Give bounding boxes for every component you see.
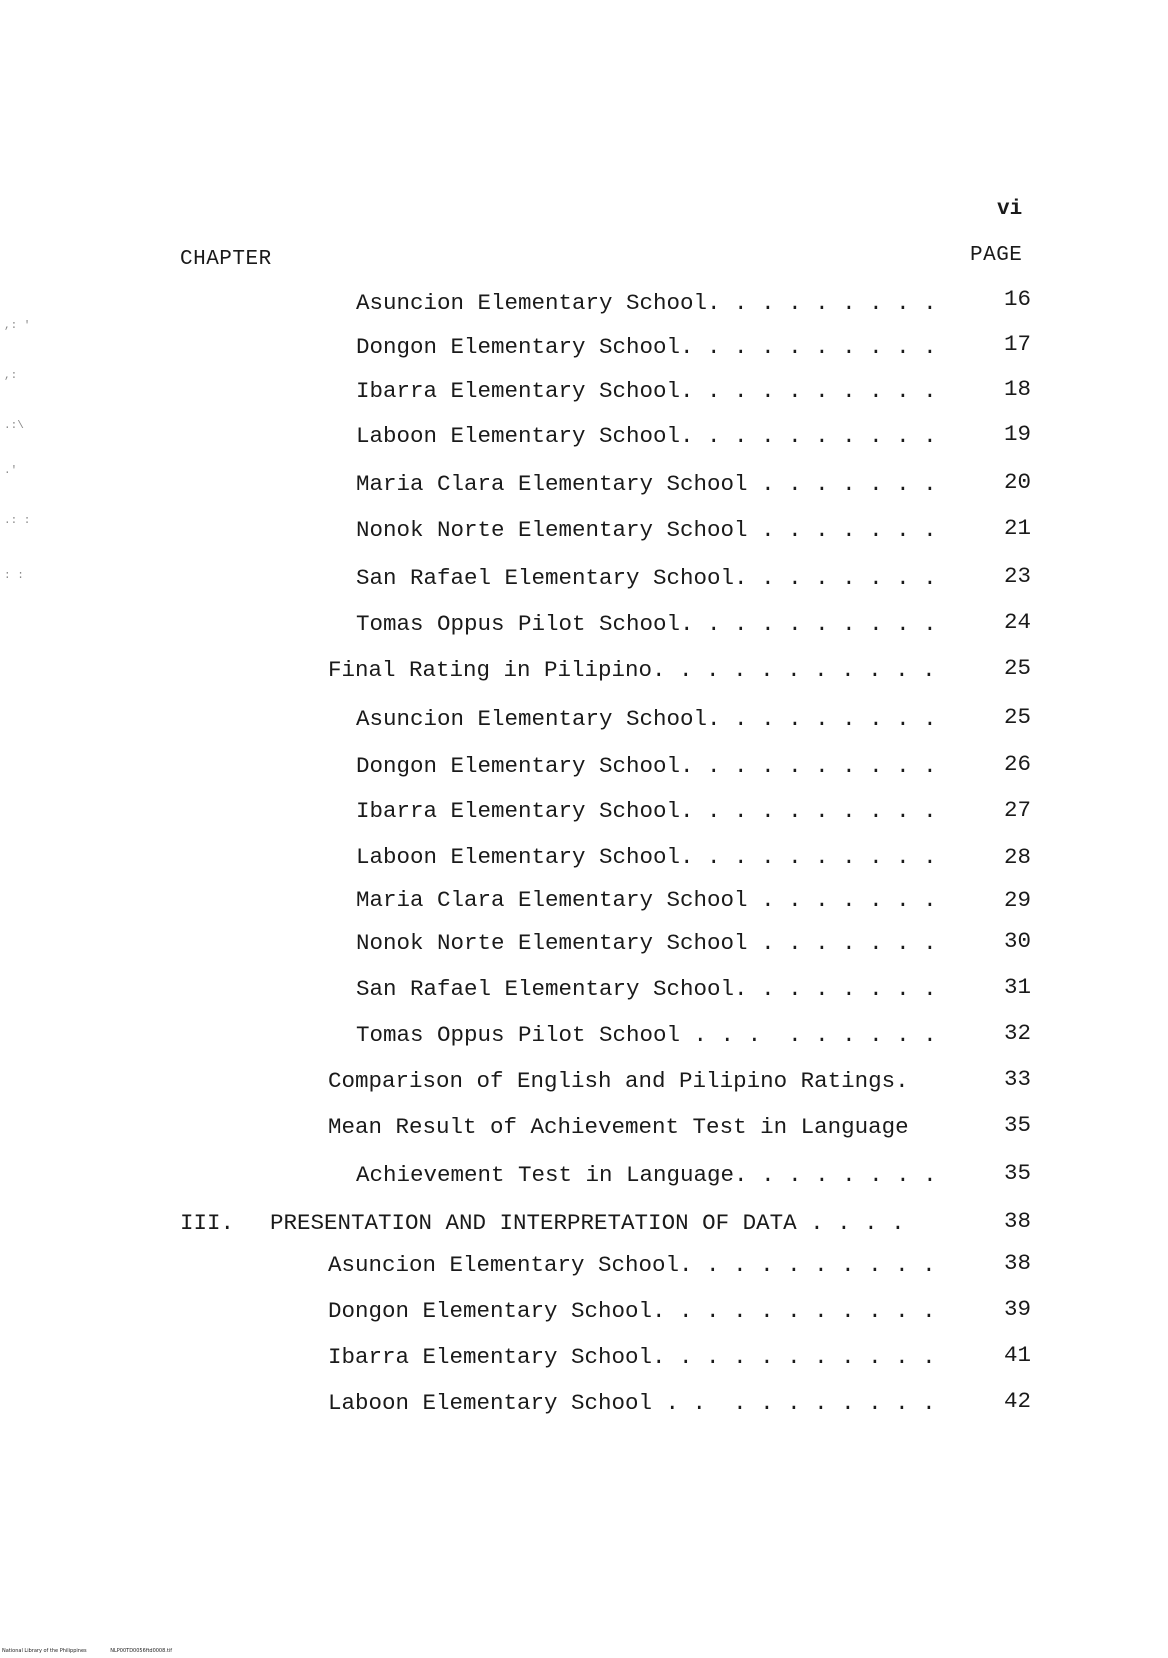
toc-entry: Final Rating in Pilipino. . . . . . . . . . . (328, 657, 936, 683)
toc-page: 20 (1004, 469, 1032, 495)
toc-entry: Dongon Elementary School. . . . . . . . . . (356, 753, 937, 779)
margin-specks: ,: ' (4, 320, 31, 332)
toc-entry: Asuncion Elementary School. . . . . . . . . (356, 706, 937, 732)
toc-entry: Mean Result of Achievement Test in Language (328, 1114, 909, 1140)
margin-specks: : : (4, 570, 24, 582)
toc-page: 39 (1004, 1296, 1032, 1322)
toc-page: 35 (1004, 1160, 1032, 1186)
chapter-roman-numeral: III. (180, 1210, 235, 1236)
toc-entry: Laboon Elementary School. . . . . . . . . . (356, 844, 937, 870)
toc-page: 24 (1004, 609, 1032, 635)
toc-page: 38 (1004, 1208, 1032, 1234)
chapter-heading: CHAPTER (180, 248, 272, 271)
toc-entry: Ibarra Elementary School. . . . . . . . . . (356, 798, 937, 824)
toc-page: 18 (1004, 376, 1032, 402)
margin-specks: ,: (4, 370, 18, 382)
page-heading: PAGE (970, 244, 1023, 267)
toc-entry: Ibarra Elementary School. . . . . . . . . . . (328, 1344, 936, 1370)
toc-entry: Laboon Elementary School. . . . . . . . . . (356, 423, 937, 449)
toc-page: 41 (1004, 1342, 1032, 1368)
toc-entry: Tomas Oppus Pilot School. . . . . . . . . . (356, 611, 937, 637)
toc-entry: Dongon Elementary School. . . . . . . . . . . (328, 1298, 936, 1324)
toc-entry: Asuncion Elementary School. . . . . . . . . . (328, 1252, 936, 1278)
toc-entry: Nonok Norte Elementary School . . . . . . . (356, 517, 937, 543)
toc-entry: Dongon Elementary School. . . . . . . . . . (356, 334, 937, 360)
footer-file: NLP00TD0056ftd0008.tif (110, 1648, 172, 1654)
toc-page: 16 (1004, 286, 1032, 312)
page-number: vi (997, 198, 1023, 221)
margin-specks: .:\ (4, 420, 24, 432)
toc-page: 38 (1004, 1250, 1032, 1276)
toc-page: 35 (1004, 1112, 1032, 1138)
toc-entry: Maria Clara Elementary School . . . . . . . (356, 887, 937, 913)
toc-page: 33 (1004, 1066, 1032, 1092)
toc-entry: Nonok Norte Elementary School . . . . . . . (356, 930, 937, 956)
toc-page: 31 (1004, 974, 1032, 1000)
toc-entry: San Rafael Elementary School. . . . . . . . (356, 565, 937, 591)
toc-entry: Comparison of English and Pilipino Ratings. (328, 1068, 909, 1094)
toc-page: 30 (1004, 928, 1032, 954)
margin-specks: .: : (4, 515, 31, 527)
margin-specks: .' (4, 465, 18, 477)
toc-page: 25 (1004, 704, 1032, 730)
toc-page: 23 (1004, 563, 1032, 589)
toc-page: 32 (1004, 1020, 1032, 1046)
toc-entry: Maria Clara Elementary School . . . . . . . (356, 471, 937, 497)
toc-entry: Laboon Elementary School . . . . . . . . . . (328, 1390, 936, 1416)
toc-page: 42 (1004, 1388, 1032, 1414)
toc-entry-chapter-three: III. PRESENTATION AND INTERPRETATION OF DATA . . . . (180, 1210, 905, 1236)
toc-entry: Asuncion Elementary School. . . . . . . . . (356, 290, 937, 316)
toc-page: 29 (1004, 887, 1032, 913)
toc-page: 17 (1004, 331, 1032, 357)
footer-library: National Library of the Philippines (2, 1648, 87, 1654)
toc-entry: Ibarra Elementary School. . . . . . . . . . (356, 378, 937, 404)
toc-page: 28 (1004, 844, 1032, 870)
toc-page: 21 (1004, 515, 1032, 541)
scan-footer (2, 1648, 194, 1654)
toc-entry: Tomas Oppus Pilot School . . . . . . . . . (356, 1022, 937, 1048)
toc-page: 27 (1004, 797, 1032, 823)
toc-page: 25 (1004, 655, 1032, 681)
toc-page: 19 (1004, 421, 1032, 447)
toc-entry: San Rafael Elementary School. . . . . . . . (356, 976, 937, 1002)
toc-entry: Achievement Test in Language. . . . . . . . (356, 1162, 937, 1188)
toc-page: 26 (1004, 751, 1032, 777)
